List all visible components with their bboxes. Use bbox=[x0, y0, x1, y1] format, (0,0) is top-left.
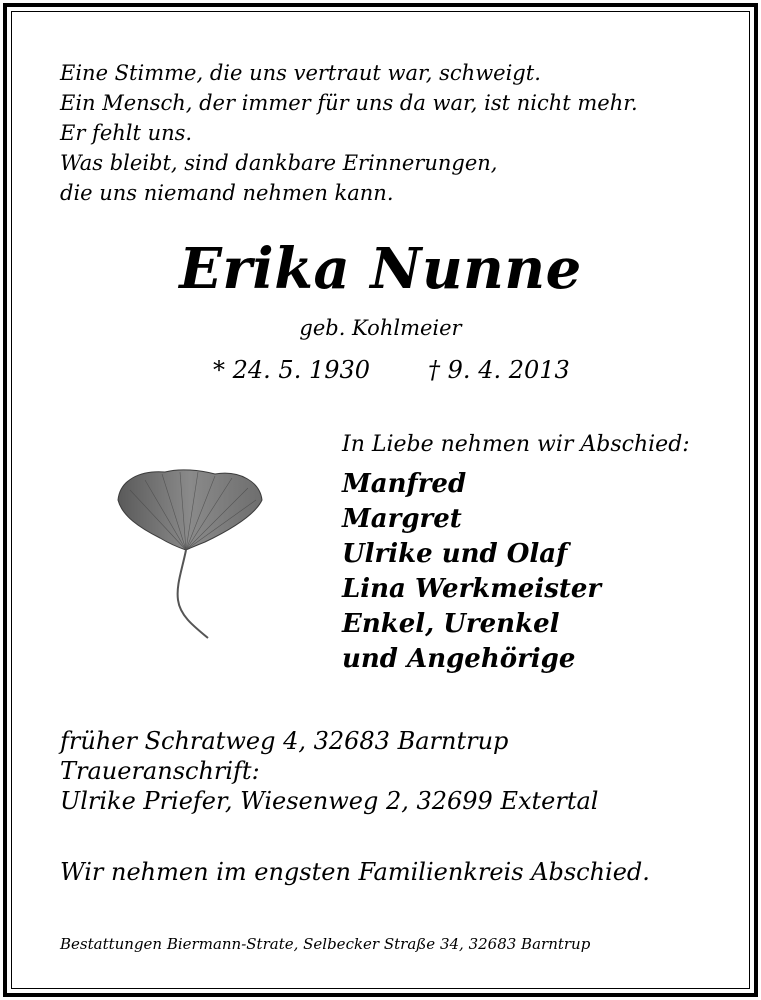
address-line: Ulrike Priefer, Wiesenweg 2, 32699 Extertal bbox=[60, 787, 599, 815]
mourner-name: Margret bbox=[342, 504, 462, 534]
birth-name: geb. Kohlmeier bbox=[299, 316, 462, 340]
poem-line: die uns niemand nehmen kann. bbox=[60, 181, 394, 205]
memorial-poem bbox=[60, 58, 638, 208]
address-line: früher Schratweg 4, 32683 Barntrup bbox=[60, 727, 509, 755]
poem-line: Eine Stimme, die uns vertraut war, schweigt. bbox=[60, 61, 541, 85]
mourner-name: Lina Werkmeister bbox=[342, 574, 602, 604]
mourner-name: und Angehörige bbox=[342, 644, 576, 674]
funeral-notice: Wir nehmen im engsten Familienkreis Abschied. bbox=[60, 858, 650, 886]
death-date: † 9. 4. 2013 bbox=[428, 356, 570, 384]
deceased-name: Erika Nunne bbox=[179, 236, 582, 302]
mourner-name: Enkel, Urenkel bbox=[342, 609, 560, 639]
mourner-name: Ulrike und Olaf bbox=[342, 539, 568, 569]
birth-date: * 24. 5. 1930 bbox=[213, 356, 371, 384]
farewell-intro: In Liebe nehmen wir Abschied: bbox=[342, 432, 690, 457]
poem-line: Ein Mensch, der immer für uns da war, ist nicht mehr. bbox=[60, 91, 638, 115]
life-dates bbox=[213, 356, 570, 384]
address-block bbox=[60, 726, 598, 816]
ginkgo-leaf-icon bbox=[110, 460, 270, 645]
undertaker-line: Bestattungen Biermann-Strate, Selbecker Straße 34, 32683 Barntrup bbox=[60, 935, 591, 953]
poem-line: Er fehlt uns. bbox=[60, 121, 193, 145]
poem-line: Was bleibt, sind dankbare Erinnerungen, bbox=[60, 151, 498, 175]
mourner-name: Manfred bbox=[342, 469, 467, 499]
address-line: Traueranschrift: bbox=[60, 757, 260, 785]
mourners-list bbox=[342, 467, 601, 677]
